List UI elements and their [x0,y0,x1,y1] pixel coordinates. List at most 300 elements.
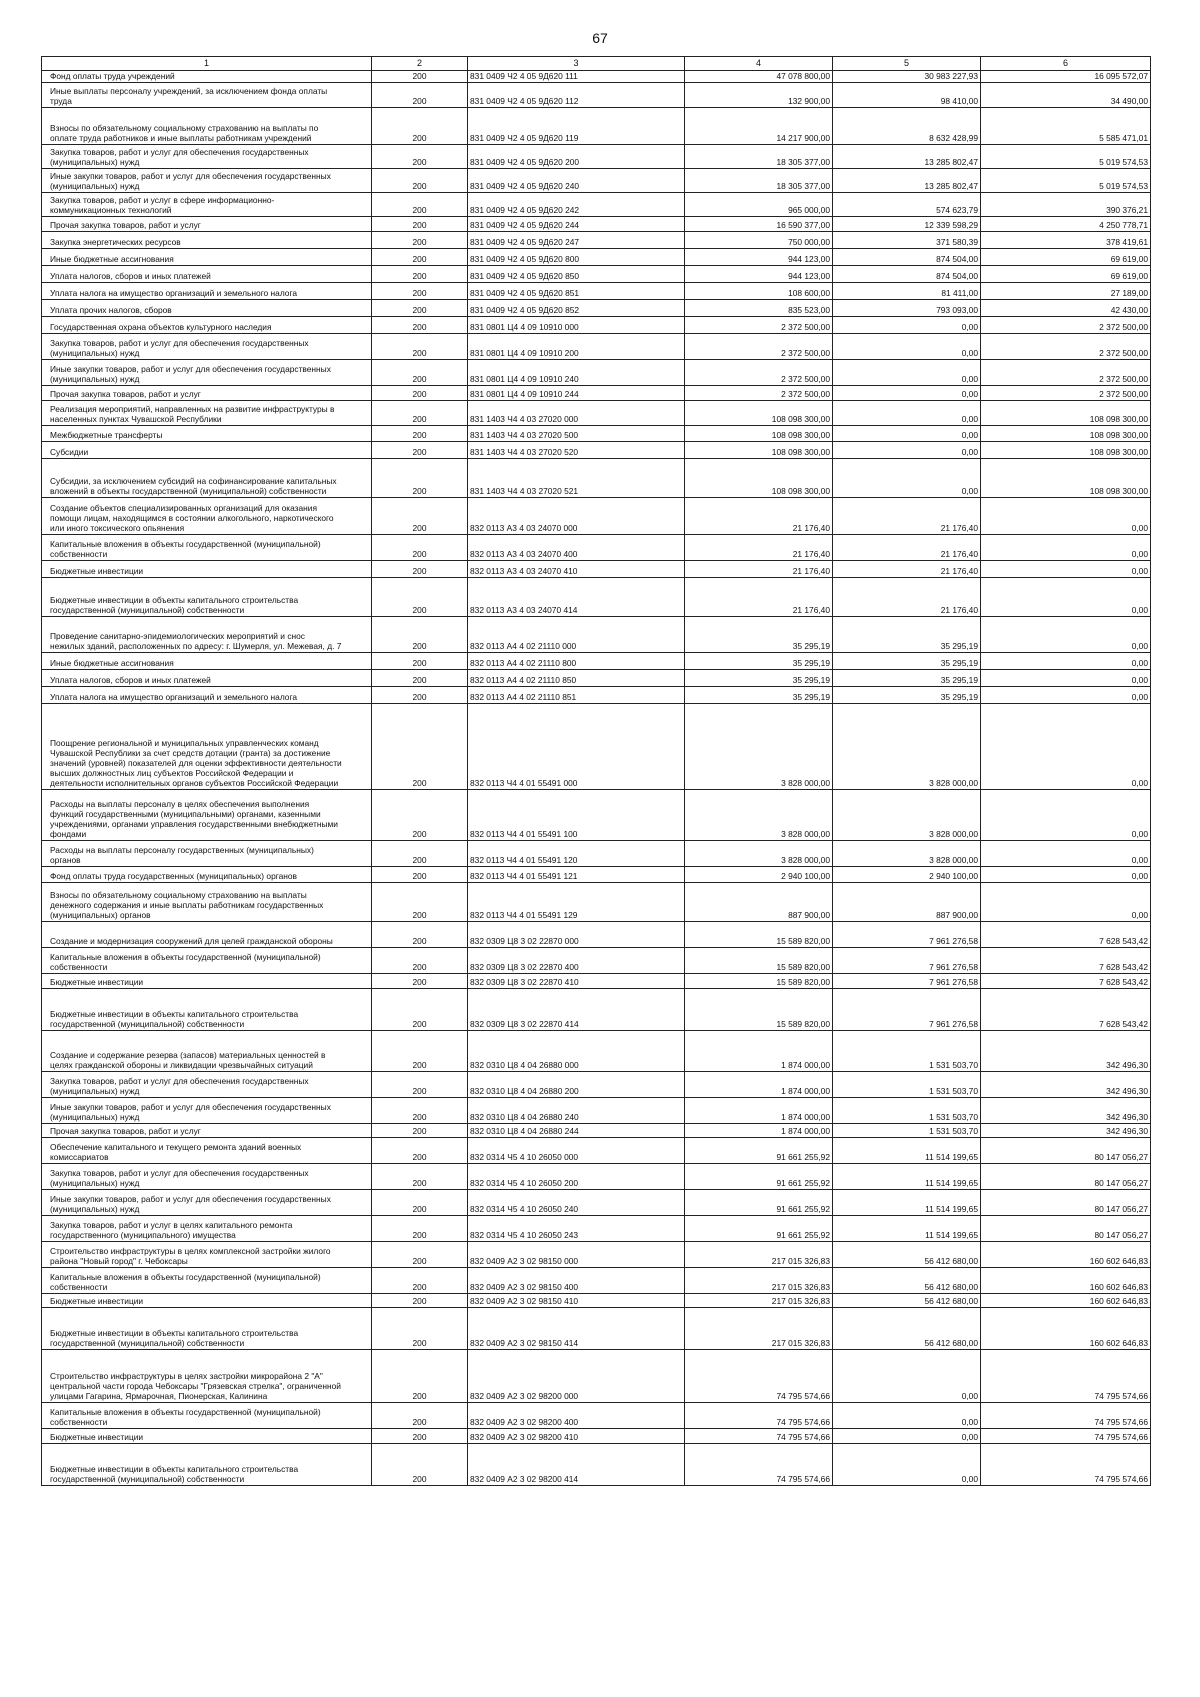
row-col2-cell: 200 [372,360,468,386]
row-code-cell: 831 0801 Ц4 4 09 10910 244 [468,386,685,401]
row-value6-cell: 342 496,30 [981,1072,1151,1098]
row-name-text: Бюджетные инвестиции [50,1431,144,1442]
row-value6-cell: 74 795 574,66 [981,1429,1151,1444]
row-value6-cell: 390 376,21 [981,193,1151,217]
row-value5-cell: 0,00 [833,360,981,386]
row-value4-cell: 47 078 800,00 [685,70,833,83]
row-code-cell: 832 0309 Ц8 3 02 22870 000 [468,922,685,948]
row-value4-cell: 21 176,40 [685,535,833,561]
row-value4-cell: 2 372 500,00 [685,317,833,334]
row-name-text: Капитальные вложения в объекты государственной (муниципальной) собственности [50,1406,321,1427]
table-row [42,1216,1151,1242]
row-name-cell [42,704,372,790]
row-code-cell: 832 0113 А3 4 03 24070 000 [468,498,685,535]
table-row [42,535,1151,561]
row-name-cell [42,867,372,883]
row-value5-cell: 1 531 503,70 [833,1124,981,1138]
row-name-text: Взносы по обязательному социальному страхованию на выплаты денежного содержания и иные выплаты работникам государственных (муниципальных) органов [50,889,324,920]
row-col2-cell: 200 [372,1138,468,1164]
row-col2-cell: 200 [372,670,468,687]
row-name-cell [42,790,372,841]
row-code-cell: 832 0113 А4 4 02 21110 800 [468,653,685,670]
row-code-cell: 831 0409 Ч2 4 05 9Д620 247 [468,232,685,249]
row-col2-cell: 200 [372,145,468,169]
row-code-cell: 831 0409 Ч2 4 05 9Д620 851 [468,283,685,300]
row-value4-cell: 2 940 100,00 [685,867,833,883]
row-name-cell [42,217,372,232]
row-name-cell [42,360,372,386]
table-row [42,145,1151,169]
row-name-text: Уплата налога на имущество организаций и земельного налога [50,287,297,298]
row-value6-cell: 34 490,00 [981,83,1151,108]
row-value6-cell: 160 602 646,83 [981,1294,1151,1308]
row-value5-cell: 56 412 680,00 [833,1294,981,1308]
row-code-cell: 832 0409 А2 3 02 98200 410 [468,1429,685,1444]
row-name-cell [42,317,372,334]
row-name-text: Закупка товаров, работ и услуг в сфере информационно- коммуникационных технологий [50,194,275,215]
row-col2-cell: 200 [372,974,468,989]
row-value5-cell: 0,00 [833,459,981,498]
row-name-text: Уплата налогов, сборов и иных платежей [50,674,211,685]
row-code-cell: 832 0309 Ц8 3 02 22870 400 [468,948,685,974]
row-value5-cell: 793 093,00 [833,300,981,317]
row-code-cell: 832 0409 А2 3 02 98150 000 [468,1242,685,1268]
row-value4-cell: 108 098 300,00 [685,442,833,459]
row-value4-cell: 217 015 326,83 [685,1294,833,1308]
row-name-text: Иные закупки товаров, работ и услуг для обеспечения государственных (муниципальных) нужд [50,1101,331,1122]
row-value4-cell: 91 661 255,92 [685,1216,833,1242]
row-col2-cell: 200 [372,266,468,283]
row-name-cell [42,386,372,401]
row-value4-cell: 18 305 377,00 [685,169,833,193]
row-value6-cell: 74 795 574,66 [981,1444,1151,1486]
row-col2-cell: 200 [372,578,468,617]
row-value6-cell: 16 095 572,07 [981,70,1151,83]
row-code-cell: 832 0409 А2 3 02 98200 414 [468,1444,685,1486]
column-header-1: 1 [42,57,372,71]
row-value4-cell: 108 098 300,00 [685,426,833,442]
row-name-text: Прочая закупка товаров, работ и услуг [50,1125,201,1136]
table-row [42,653,1151,670]
row-code-cell: 832 0409 А2 3 02 98200 400 [468,1403,685,1429]
header-row [42,57,1151,71]
row-col2-cell: 200 [372,617,468,653]
table-row [42,1444,1151,1486]
row-value6-cell: 2 372 500,00 [981,334,1151,360]
row-value5-cell: 1 531 503,70 [833,1031,981,1072]
table-row [42,922,1151,948]
row-name-cell [42,1216,372,1242]
row-value6-cell: 74 795 574,66 [981,1350,1151,1403]
row-name-cell [42,1350,372,1403]
row-value6-cell: 80 147 056,27 [981,1190,1151,1216]
row-code-cell: 831 1403 Ч4 4 03 27020 500 [468,426,685,442]
row-col2-cell: 200 [372,70,468,83]
table-row [42,232,1151,249]
row-value6-cell: 7 628 543,42 [981,989,1151,1031]
row-code-cell: 832 0113 Ч4 4 01 55491 100 [468,790,685,841]
row-name-cell [42,535,372,561]
row-value5-cell: 874 504,00 [833,266,981,283]
row-name-text: Уплата налога на имущество организаций и земельного налога [50,691,297,702]
row-name-text: Создание и модернизация сооружений для целей гражданской обороны [50,935,333,946]
row-col2-cell: 200 [372,1429,468,1444]
row-value5-cell: 0,00 [833,1444,981,1486]
table-row [42,317,1151,334]
row-value4-cell: 35 295,19 [685,653,833,670]
row-code-cell: 832 0409 А2 3 02 98200 000 [468,1350,685,1403]
row-value4-cell: 1 874 000,00 [685,1098,833,1124]
row-value6-cell: 27 189,00 [981,283,1151,300]
table-body [42,70,1151,1486]
row-col2-cell: 200 [372,317,468,334]
row-value4-cell: 2 372 500,00 [685,360,833,386]
row-value6-cell: 80 147 056,27 [981,1138,1151,1164]
row-name-cell [42,653,372,670]
row-value6-cell: 378 419,61 [981,232,1151,249]
row-value6-cell: 0,00 [981,687,1151,704]
row-code-cell: 831 0409 Ч2 4 05 9Д620 111 [468,70,685,83]
row-name-cell [42,883,372,922]
row-name-text: Бюджетные инвестиции в объекты капитального строительства государственной (муниципальной) собственности [50,1008,299,1029]
row-code-cell: 832 0314 Ч5 4 10 26050 243 [468,1216,685,1242]
row-name-text: Закупка товаров, работ и услуг для обеспечения государственных (муниципальных) нужд [50,1167,309,1188]
row-col2-cell: 200 [372,687,468,704]
row-value4-cell: 74 795 574,66 [685,1350,833,1403]
row-value5-cell: 371 580,39 [833,232,981,249]
row-name-cell [42,1444,372,1486]
row-value4-cell: 21 176,40 [685,578,833,617]
row-value6-cell: 5 585 471,01 [981,108,1151,145]
row-value4-cell: 35 295,19 [685,670,833,687]
row-name-cell [42,426,372,442]
row-value5-cell: 35 295,19 [833,653,981,670]
row-name-text: Создание объектов специализированных организаций для оказания помощи лицам, находящимся в состоянии алкогольного, наркотического или иного токсического опьянения [50,502,334,533]
row-name-cell [42,1308,372,1350]
row-value5-cell: 0,00 [833,1403,981,1429]
row-col2-cell: 200 [372,1164,468,1190]
row-value6-cell: 0,00 [981,498,1151,535]
page-number: 67 [592,30,608,46]
row-value5-cell: 35 295,19 [833,617,981,653]
table-row [42,108,1151,145]
row-value5-cell: 56 412 680,00 [833,1308,981,1350]
row-value6-cell: 0,00 [981,670,1151,687]
row-col2-cell: 200 [372,459,468,498]
row-name-text: Межбюджетные трансферты [50,429,163,440]
row-value5-cell: 0,00 [833,426,981,442]
row-name-text: Иные бюджетные ассигнования [50,657,174,668]
row-value4-cell: 887 900,00 [685,883,833,922]
row-name-cell [42,283,372,300]
row-value5-cell: 1 531 503,70 [833,1072,981,1098]
column-header-6: 6 [981,57,1151,71]
row-value6-cell: 5 019 574,53 [981,169,1151,193]
budget-table [41,56,1151,1486]
row-name-text: Прочая закупка товаров, работ и услуг [50,388,201,399]
table-row [42,249,1151,266]
row-value5-cell: 56 412 680,00 [833,1268,981,1294]
row-name-cell [42,1098,372,1124]
row-value6-cell: 2 372 500,00 [981,317,1151,334]
row-value5-cell: 3 828 000,00 [833,841,981,867]
table-row [42,790,1151,841]
row-code-cell: 832 0310 Ц8 4 04 26880 244 [468,1124,685,1138]
table-row [42,360,1151,386]
row-name-cell [42,922,372,948]
row-value6-cell: 108 098 300,00 [981,459,1151,498]
row-name-text: Закупка товаров, работ и услуг в целях капитального ремонта государственного (муниципального) имущества [50,1219,293,1240]
table-row [42,1294,1151,1308]
row-value5-cell: 11 514 199,65 [833,1190,981,1216]
row-code-cell: 832 0314 Ч5 4 10 26050 200 [468,1164,685,1190]
row-col2-cell: 200 [372,867,468,883]
row-name-cell [42,232,372,249]
row-name-cell [42,1294,372,1308]
row-value5-cell: 0,00 [833,1429,981,1444]
row-col2-cell: 200 [372,249,468,266]
row-name-cell [42,1429,372,1444]
row-code-cell: 832 0113 А3 4 03 24070 414 [468,578,685,617]
row-value6-cell: 5 019 574,53 [981,145,1151,169]
row-value4-cell: 21 176,40 [685,498,833,535]
row-name-text: Закупка товаров, работ и услуг для обеспечения государственных (муниципальных) нужд [50,1075,309,1096]
row-value4-cell: 14 217 900,00 [685,108,833,145]
row-value6-cell: 108 098 300,00 [981,401,1151,426]
row-col2-cell: 200 [372,1216,468,1242]
row-code-cell: 831 1403 Ч4 4 03 27020 520 [468,442,685,459]
row-name-text: Иные бюджетные ассигнования [50,253,174,264]
row-value4-cell: 3 828 000,00 [685,841,833,867]
row-value4-cell: 16 590 377,00 [685,217,833,232]
row-code-cell: 831 0409 Ч2 4 05 9Д620 244 [468,217,685,232]
row-code-cell: 831 0801 Ц4 4 09 10910 240 [468,360,685,386]
row-code-cell: 832 0309 Ц8 3 02 22870 414 [468,989,685,1031]
row-code-cell: 832 0409 А2 3 02 98150 400 [468,1268,685,1294]
row-value6-cell: 7 628 543,42 [981,974,1151,989]
table-row [42,1268,1151,1294]
row-value5-cell: 0,00 [833,1350,981,1403]
row-col2-cell: 200 [372,989,468,1031]
row-name-cell [42,300,372,317]
row-name-cell [42,687,372,704]
row-name-text: Проведение санитарно-эпидемиологических мероприятий и снос нежилых зданий, расположенных по адресу: г. Шумерля, ул. Межевая, д. 7 [50,630,342,651]
row-value4-cell: 965 000,00 [685,193,833,217]
row-name-cell [42,169,372,193]
row-value6-cell: 0,00 [981,653,1151,670]
row-name-text: Иные выплаты персоналу учреждений, за исключением фонда оплаты труда [50,85,328,106]
row-name-text: Создание и содержание резерва (запасов) материальных ценностей в целях гражданской обороны и ликвидации чрезвычайных ситуаций [50,1049,326,1070]
row-value4-cell: 15 589 820,00 [685,948,833,974]
column-header-4: 4 [685,57,833,71]
row-name-text: Прочая закупка товаров, работ и услуг [50,219,201,230]
row-name-cell [42,974,372,989]
table-row [42,1429,1151,1444]
row-value4-cell: 74 795 574,66 [685,1429,833,1444]
row-code-cell: 831 0409 Ч2 4 05 9Д620 850 [468,266,685,283]
table-row [42,867,1151,883]
table-row [42,670,1151,687]
row-code-cell: 832 0113 Ч4 4 01 55491 121 [468,867,685,883]
table-row [42,334,1151,360]
row-name-text: Взносы по обязательному социальному страхованию на выплаты по оплате труда работников и иные выплаты работникам учреждений [50,122,319,143]
row-value5-cell: 11 514 199,65 [833,1164,981,1190]
row-value6-cell: 342 496,30 [981,1098,1151,1124]
row-value5-cell: 13 285 802,47 [833,169,981,193]
row-col2-cell: 200 [372,300,468,317]
row-name-text: Бюджетные инвестиции [50,1295,144,1306]
row-value4-cell: 1 874 000,00 [685,1124,833,1138]
table-row [42,1190,1151,1216]
row-code-cell: 831 0801 Ц4 4 09 10910 000 [468,317,685,334]
row-value5-cell: 0,00 [833,334,981,360]
row-col2-cell: 200 [372,498,468,535]
row-col2-cell: 200 [372,1098,468,1124]
row-code-cell: 832 0310 Ц8 4 04 26880 240 [468,1098,685,1124]
row-value4-cell: 91 661 255,92 [685,1138,833,1164]
table-row [42,70,1151,83]
row-col2-cell: 200 [372,442,468,459]
row-name-cell [42,1242,372,1268]
row-name-text: Капитальные вложения в объекты государственной (муниципальной) собственности [50,1271,321,1292]
table-row [42,989,1151,1031]
row-code-cell: 831 0409 Ч2 4 05 9Д620 240 [468,169,685,193]
row-value4-cell: 35 295,19 [685,687,833,704]
row-value4-cell: 132 900,00 [685,83,833,108]
row-value4-cell: 2 372 500,00 [685,334,833,360]
row-code-cell: 831 0409 Ч2 4 05 9Д620 200 [468,145,685,169]
row-name-cell [42,989,372,1031]
table-row [42,578,1151,617]
row-value6-cell: 80 147 056,27 [981,1164,1151,1190]
row-name-cell [42,266,372,283]
row-value4-cell: 1 874 000,00 [685,1072,833,1098]
row-value5-cell: 0,00 [833,317,981,334]
row-name-text: Фонд оплаты труда государственных (муниципальных) органов [50,870,297,881]
row-name-cell [42,83,372,108]
row-value4-cell: 74 795 574,66 [685,1403,833,1429]
table-row [42,883,1151,922]
row-value6-cell: 42 430,00 [981,300,1151,317]
row-value4-cell: 750 000,00 [685,232,833,249]
row-col2-cell: 200 [372,1350,468,1403]
row-value5-cell: 574 623,79 [833,193,981,217]
table-header [42,57,1151,71]
row-value5-cell: 98 410,00 [833,83,981,108]
row-value4-cell: 74 795 574,66 [685,1444,833,1486]
row-code-cell: 831 0409 Ч2 4 05 9Д620 242 [468,193,685,217]
table-row [42,1308,1151,1350]
row-col2-cell: 200 [372,948,468,974]
row-name-text: Уплата налогов, сборов и иных платежей [50,270,211,281]
row-col2-cell: 200 [372,1294,468,1308]
row-value4-cell: 18 305 377,00 [685,145,833,169]
row-name-text: Расходы на выплаты персоналу в целях обеспечения выполнения функций государственными (муниципальными) органами, казенными учреждениями, органами управления государственными внебюджетными фондами [50,799,338,839]
table-row [42,83,1151,108]
table-row [42,974,1151,989]
row-code-cell: 832 0309 Ц8 3 02 22870 410 [468,974,685,989]
table-row [42,948,1151,974]
row-value4-cell: 1 874 000,00 [685,1031,833,1072]
row-name-cell [42,145,372,169]
row-value4-cell: 108 098 300,00 [685,459,833,498]
column-header-5: 5 [833,57,981,71]
row-name-text: Поощрение региональной и муниципальных управленческих команд Чувашской Республики за счет средств дотации (гранта) за достижение значений (уровней) показателей для оценки эффективности деятельности высших должностных лиц субъектов Российской Федерации и деятельности исполнительных органов субъектов Российской Федерации [50,738,342,788]
row-name-cell [42,841,372,867]
table-row [42,401,1151,426]
row-value6-cell: 0,00 [981,867,1151,883]
row-value4-cell: 91 661 255,92 [685,1190,833,1216]
row-name-cell [42,108,372,145]
row-name-text: Бюджетные инвестиции в объекты капитального строительства государственной (муниципальной) собственности [50,594,299,615]
table-row [42,841,1151,867]
row-value6-cell: 108 098 300,00 [981,426,1151,442]
table-row [42,283,1151,300]
row-value6-cell: 0,00 [981,561,1151,578]
row-col2-cell: 200 [372,193,468,217]
row-name-cell [42,1031,372,1072]
row-name-cell [42,401,372,426]
row-code-cell: 832 0314 Ч5 4 10 26050 000 [468,1138,685,1164]
row-value5-cell: 35 295,19 [833,670,981,687]
row-value4-cell: 91 661 255,92 [685,1164,833,1190]
row-code-cell: 832 0314 Ч5 4 10 26050 240 [468,1190,685,1216]
row-code-cell: 831 0801 Ц4 4 09 10910 200 [468,334,685,360]
row-name-cell [42,249,372,266]
row-name-text: Капитальные вложения в объекты государственной (муниципальной) собственности [50,538,321,559]
row-name-text: Иные закупки товаров, работ и услуг для обеспечения государственных (муниципальных) нужд [50,170,331,191]
row-name-text: Расходы на выплаты персоналу государственных (муниципальных) органов [50,844,314,865]
row-name-text: Уплата прочих налогов, сборов [50,304,172,315]
row-value4-cell: 15 589 820,00 [685,922,833,948]
row-col2-cell: 200 [372,1242,468,1268]
row-name-cell [42,1164,372,1190]
row-name-text: Капитальные вложения в объекты государственной (муниципальной) собственности [50,951,321,972]
row-value5-cell: 3 828 000,00 [833,704,981,790]
row-name-text: Фонд оплаты труда учреждений [50,70,175,81]
row-value5-cell: 7 961 276,58 [833,922,981,948]
row-value6-cell: 7 628 543,42 [981,948,1151,974]
row-value6-cell: 2 372 500,00 [981,360,1151,386]
row-value5-cell: 7 961 276,58 [833,974,981,989]
row-col2-cell: 200 [372,283,468,300]
row-name-text: Строительство инфраструктуры в целях комплексной застройки жилого района "Новый город" г. Чебоксары [50,1245,331,1266]
row-value4-cell: 3 828 000,00 [685,790,833,841]
table-row [42,217,1151,232]
row-name-cell [42,193,372,217]
row-col2-cell: 200 [372,426,468,442]
row-name-cell [42,1403,372,1429]
row-code-cell: 831 0409 Ч2 4 05 9Д620 119 [468,108,685,145]
table-row [42,1072,1151,1098]
row-value4-cell: 21 176,40 [685,561,833,578]
row-value5-cell: 0,00 [833,386,981,401]
row-value5-cell: 12 339 598,29 [833,217,981,232]
row-value6-cell: 160 602 646,83 [981,1308,1151,1350]
row-name-cell [42,1072,372,1098]
column-header-2: 2 [372,57,468,71]
row-col2-cell: 200 [372,401,468,426]
row-value6-cell: 74 795 574,66 [981,1403,1151,1429]
row-col2-cell: 200 [372,790,468,841]
row-value5-cell: 81 411,00 [833,283,981,300]
row-code-cell: 832 0113 А4 4 02 21110 850 [468,670,685,687]
row-col2-cell: 200 [372,217,468,232]
row-value4-cell: 217 015 326,83 [685,1242,833,1268]
row-name-cell [42,70,372,83]
row-col2-cell: 200 [372,883,468,922]
table-row [42,1242,1151,1268]
